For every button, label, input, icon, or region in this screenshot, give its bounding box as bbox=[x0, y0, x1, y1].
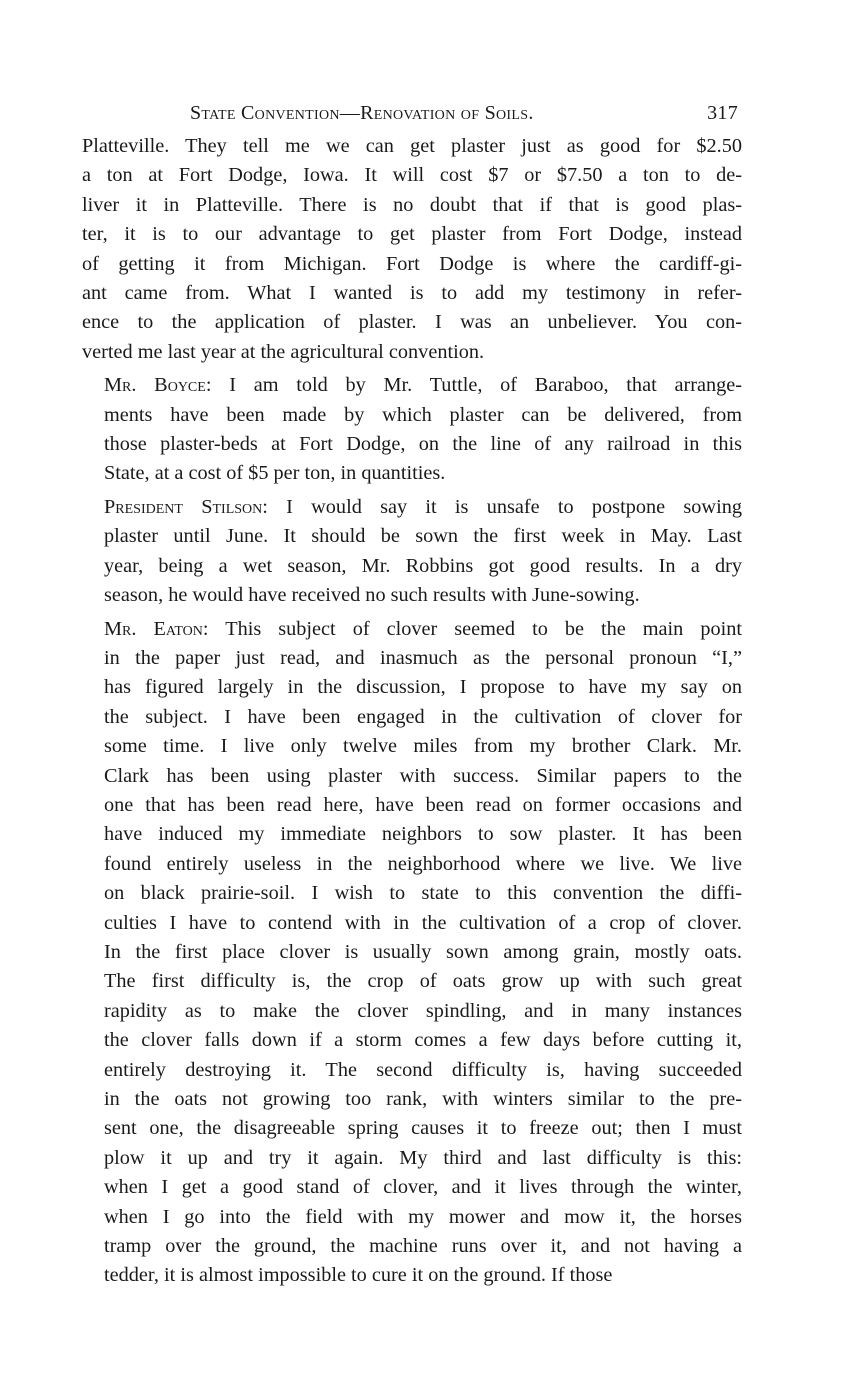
text-line bbox=[82, 401, 742, 430]
text-line bbox=[82, 371, 742, 400]
text-line bbox=[82, 250, 742, 279]
line-text: In the first place clover is usually sown among grain, mostly oats. bbox=[104, 940, 742, 963]
text-line bbox=[82, 1114, 742, 1143]
line-text: The first difficulty is, the crop of oats grow up with such great bbox=[104, 970, 742, 993]
text-line bbox=[82, 459, 742, 488]
line-text: ence to the application of plaster. I was an unbeliever. You con- bbox=[82, 311, 742, 334]
line-text: verted me last year at the agricultural convention. bbox=[82, 340, 485, 363]
text-line bbox=[82, 338, 742, 367]
line-text: in the oats not growing too rank, with winters similar to the pre- bbox=[104, 1088, 742, 1110]
running-head bbox=[82, 96, 742, 132]
line-text: ant came from. What I wanted is to add my testimony in refer- bbox=[82, 282, 742, 305]
line-text: State, at a cost of $5 per ton, in quantities. bbox=[104, 462, 446, 485]
paragraph-1 bbox=[82, 132, 742, 367]
line-text: those plaster-beds at Fort Dodge, on the line of any railroad in this bbox=[104, 433, 742, 456]
line-text: sent one, the disagreeable spring causes it to freeze out; then I must bbox=[104, 1117, 742, 1140]
paragraph-2 bbox=[82, 371, 742, 489]
line-text: plow it up and try it again. My third and last difficulty is this: bbox=[104, 1146, 742, 1169]
line-text: the subject. I have been engaged in the cultivation of clover for bbox=[104, 705, 742, 728]
text-line bbox=[82, 522, 742, 551]
text-line bbox=[82, 1232, 742, 1261]
speaker-name: Mr. Eaton bbox=[104, 617, 203, 640]
text-line bbox=[82, 581, 742, 610]
line-text: ter, it is to our advantage to get plaster from Fort Dodge, instead bbox=[82, 223, 742, 246]
running-title: State Convention—Renovation of Soils. bbox=[190, 102, 534, 124]
text-line bbox=[82, 430, 742, 459]
text-line bbox=[82, 997, 742, 1026]
line-text: found entirely useless in the neighborhood where we live. We live bbox=[104, 852, 742, 875]
text-line bbox=[82, 132, 742, 161]
book-page bbox=[82, 96, 742, 1295]
speaker-name: Mr. Boyce bbox=[104, 374, 206, 397]
line-text: tedder, it is almost impossible to cure it on the ground. If those bbox=[104, 1264, 613, 1287]
line-text: culties I have to contend with in the cultivation of a crop of clover. bbox=[104, 911, 742, 934]
line-text: on black prairie-soil. I wish to state to this convention the diffi- bbox=[104, 882, 742, 905]
line-text: one that has been read here, have been read on former occasions and bbox=[104, 793, 742, 816]
text-line bbox=[82, 644, 742, 673]
text-line bbox=[82, 879, 742, 908]
paragraph-4 bbox=[82, 615, 742, 1291]
text-line bbox=[82, 279, 742, 308]
text-line bbox=[82, 1144, 742, 1173]
text-line bbox=[82, 615, 742, 644]
text-line bbox=[82, 967, 742, 996]
text-line bbox=[82, 1173, 742, 1202]
line-text: of getting it from Michigan. Fort Dodge is where the cardiff-gi- bbox=[82, 252, 742, 275]
page-number: 317 bbox=[707, 102, 738, 124]
line-text: some time. I live only twelve miles from my brother Clark. Mr. bbox=[104, 735, 742, 758]
text-line bbox=[82, 791, 742, 820]
line-text: has figured largely in the discussion, I propose to have my say on bbox=[104, 676, 742, 699]
line-text: the clover falls down if a storm comes a few days before cutting it, bbox=[104, 1029, 742, 1052]
text-line bbox=[82, 191, 742, 220]
line-text: a ton at Fort Dodge, Iowa. It will cost $7 or $7.50 a ton to de- bbox=[82, 164, 742, 187]
text-line bbox=[82, 762, 742, 791]
text-line bbox=[82, 909, 742, 938]
text-line bbox=[82, 1261, 742, 1290]
text-line bbox=[82, 1056, 742, 1085]
text-line bbox=[82, 673, 742, 702]
text-line bbox=[82, 732, 742, 761]
line-text: : I would say it is unsafe to postpone sowing bbox=[262, 495, 742, 518]
text-line bbox=[82, 220, 742, 249]
text-line bbox=[82, 308, 742, 337]
line-text: liver it in Platteville. There is no doubt that if that is good plas- bbox=[82, 193, 742, 216]
line-text: : This subject of clover seemed to be the main point bbox=[202, 617, 743, 640]
text-line bbox=[82, 703, 742, 732]
paragraph-3 bbox=[82, 493, 742, 611]
text-line bbox=[82, 1203, 742, 1232]
line-text: year, being a wet season, Mr. Robbins got good results. In a dry bbox=[104, 554, 742, 577]
line-text: tramp over the ground, the machine runs over it, and not having a bbox=[104, 1235, 742, 1258]
line-text: Platteville. They tell me we can get plaster just as good for $2.50 bbox=[82, 135, 742, 157]
line-text: season, he would have received no such results with June-sowing. bbox=[104, 584, 640, 607]
line-text: when I go into the field with my mower and mow it, the horses bbox=[104, 1205, 742, 1228]
line-text: ments have been made by which plaster can be delivered, from bbox=[104, 403, 742, 426]
line-text: plaster until June. It should be sown the first week in May. Last bbox=[104, 525, 742, 548]
text-line bbox=[82, 938, 742, 967]
text-line bbox=[82, 493, 742, 522]
line-text: Clark has been using plaster with success. Similar papers to the bbox=[104, 764, 742, 787]
line-text: entirely destroying it. The second difficulty is, having succeeded bbox=[104, 1058, 742, 1081]
text-line bbox=[82, 1026, 742, 1055]
text-line bbox=[82, 161, 742, 190]
line-text: when I get a good stand of clover, and it lives through the winter, bbox=[104, 1176, 742, 1199]
speaker-name: President Stilson bbox=[104, 495, 263, 518]
line-text: : I am told by Mr. Tuttle, of Baraboo, that arrange- bbox=[205, 374, 743, 397]
text-line bbox=[82, 820, 742, 849]
text-line bbox=[82, 552, 742, 581]
line-text: have induced my immediate neighbors to sow plaster. It has been bbox=[104, 823, 742, 846]
line-text: rapidity as to make the clover spindling, and in many instances bbox=[104, 999, 742, 1022]
text-line bbox=[82, 850, 742, 879]
line-text: in the paper just read, and inasmuch as the personal pronoun “I,” bbox=[104, 646, 742, 669]
text-line bbox=[82, 1085, 742, 1114]
